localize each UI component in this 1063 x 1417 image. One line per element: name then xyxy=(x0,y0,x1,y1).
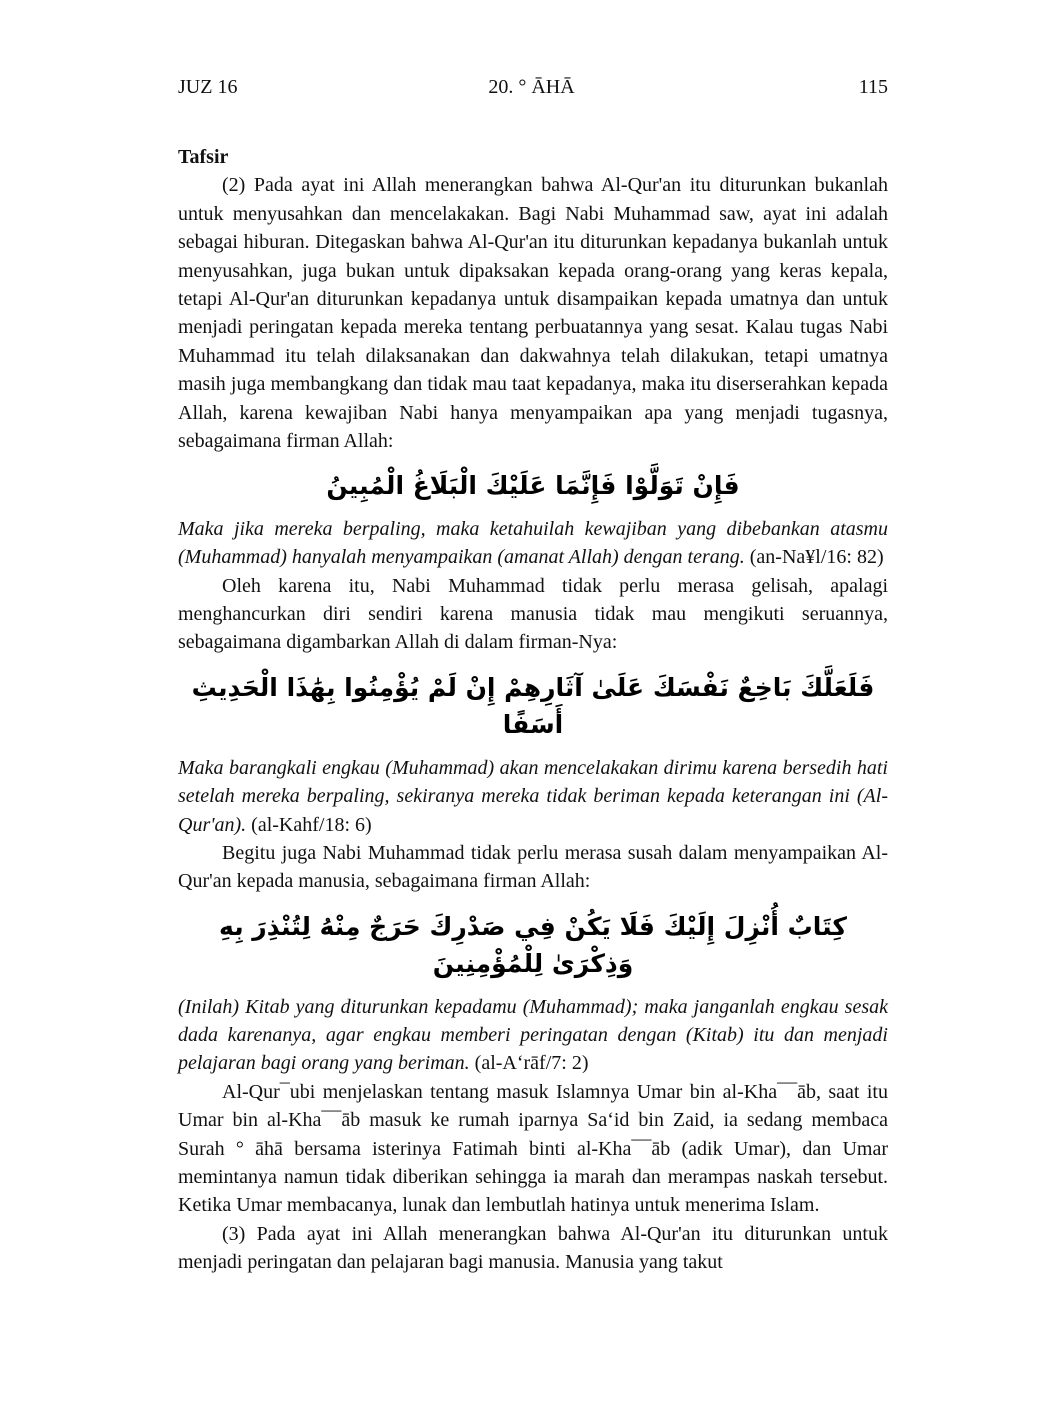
translation-2-text: Maka barangkali engkau (Muhammad) akan mencelakakan dirimu karena bersedih hati setelah mereka berpaling, sekiranya mereka tidak beriman kepada keterangan ini (Al-Qur'an). xyxy=(178,756,888,836)
translation-paragraph-2 xyxy=(178,754,888,839)
paragraph-begitu-juga: Begitu juga Nabi Muhammad tidak perlu merasa susah dalam menyampaikan Al-Qur'an kepada manusia, sebagaimana firman Allah: xyxy=(178,841,888,893)
arabic-verse-2: فَلَعَلَّكَ بَاخِعٌ نَفْسَكَ عَلَىٰ آثَارِهِمْ إِنْ لَمْ يُؤْمِنُوا بِهَٰذَا الْحَدِيثِ أَسَفًا xyxy=(191,672,875,740)
page-body xyxy=(178,143,888,1277)
paragraph-ayat-3: (3) Pada ayat ini Allah menerangkan bahwa Al-Qur'an itu diturunkan untuk menjadi peringatan dan pelajaran bagi manusia. Manusia yang takut xyxy=(178,1222,888,1274)
translation-paragraph-3 xyxy=(178,993,888,1078)
page-header xyxy=(178,76,888,99)
section-title: Tafsir xyxy=(178,146,229,168)
verse-reference-2: (al-Kahf/18: 6) xyxy=(251,813,372,836)
header-surah-title: 20. ° ĀHĀ xyxy=(488,76,575,98)
translation-3-text: (Inilah) Kitab yang diturunkan kepadamu (Muhammad); maka janganlah engkau sesak dada karenanya, agar engkau memberi peringatan dengan (Kitab) itu dan menjadi pelajaran bagi orang yang beriman. xyxy=(178,995,888,1075)
arabic-verse-3: كِتَابٌ أُنْزِلَ إِلَيْكَ فَلَا يَكُنْ فِي صَدْرِكَ حَرَجٌ مِنْهُ لِتُنْذِرَ بِهِ وَذِكْرَىٰ لِلْمُؤْمِنِينَ xyxy=(219,911,847,979)
paragraph-oleh-karena: Oleh karena itu, Nabi Muhammad tidak perlu merasa gelisah, apalagi menghancurkan diri sendiri karena manusia tidak mau mengikuti seruannya, sebagaimana digambarkan Allah di dalam firman-Nya: xyxy=(178,574,888,654)
paragraph-ayat-2: (2) Pada ayat ini Allah menerangkan bahwa Al-Qur'an itu diturunkan bukanlah untuk menyusahkan dan mencelakakan. Bagi Nabi Muhammad saw, ayat ini adalah sebagai hiburan. Ditegaskan bahwa Al-Qur'an itu diturunkan kepadanya bukanlah untuk menyusahkan, juga bukan untuk dipaksakan kepada orang-orang yang keras kepala, tetapi Al-Qur'an diturunkan kepadanya untuk disampaikan kepada umatnya dan untuk menjadi peringatan kepada mereka tentang perbuatannya yang sesat. Kalau tugas Nabi Muhammad itu telah dilaksanakan dan dakwahnya telah dilakukan, tetapi umatnya masih juga membangkang dan tidak mau taat kepadanya, maka itu diserserahkan kepada Allah, karena kewajiban Nabi hanya menyampaikan apa yang menjadi tugasnya, sebagaimana firman Allah: xyxy=(178,174,888,452)
header-page-number: 115 xyxy=(858,76,888,98)
translation-1-text: Maka jika mereka berpaling, maka ketahuilah kewajiban yang dibebankan atasmu (Muhammad) hanyalah menyampaikan (amanat Allah) dengan terang. xyxy=(178,517,888,569)
arabic-verse-1: فَإِنْ تَوَلَّوْا فَإِنَّمَا عَلَيْكَ الْبَلَاغُ الْمُبِينُ xyxy=(326,471,740,501)
verse-reference-1: (an-Na¥l/16: 82) xyxy=(749,546,884,569)
paragraph-qurtubi: Al-Qur¯ubi menjelaskan tentang masuk Islamnya Umar bin al-Kha¯¯āb, saat itu Umar bin al-Kha¯¯āb masuk ke rumah iparnya Sa‘id bin Zaid, ia sedang membaca Surah ° āhā bersama isterinya Fatimah binti al-Kha¯¯āb (adik Umar), dan Umar memintanya namun tidak diberikan sehingga ia marah dan merampas naskah tersebut. Ketika Umar membacanya, lunak dan lembutlah hatinya untuk menerima Islam. xyxy=(178,1080,888,1217)
header-juz: JUZ 16 xyxy=(178,76,238,98)
translation-paragraph-1 xyxy=(178,515,888,572)
verse-reference-3: (al-A‘rāf/7: 2) xyxy=(474,1052,589,1075)
